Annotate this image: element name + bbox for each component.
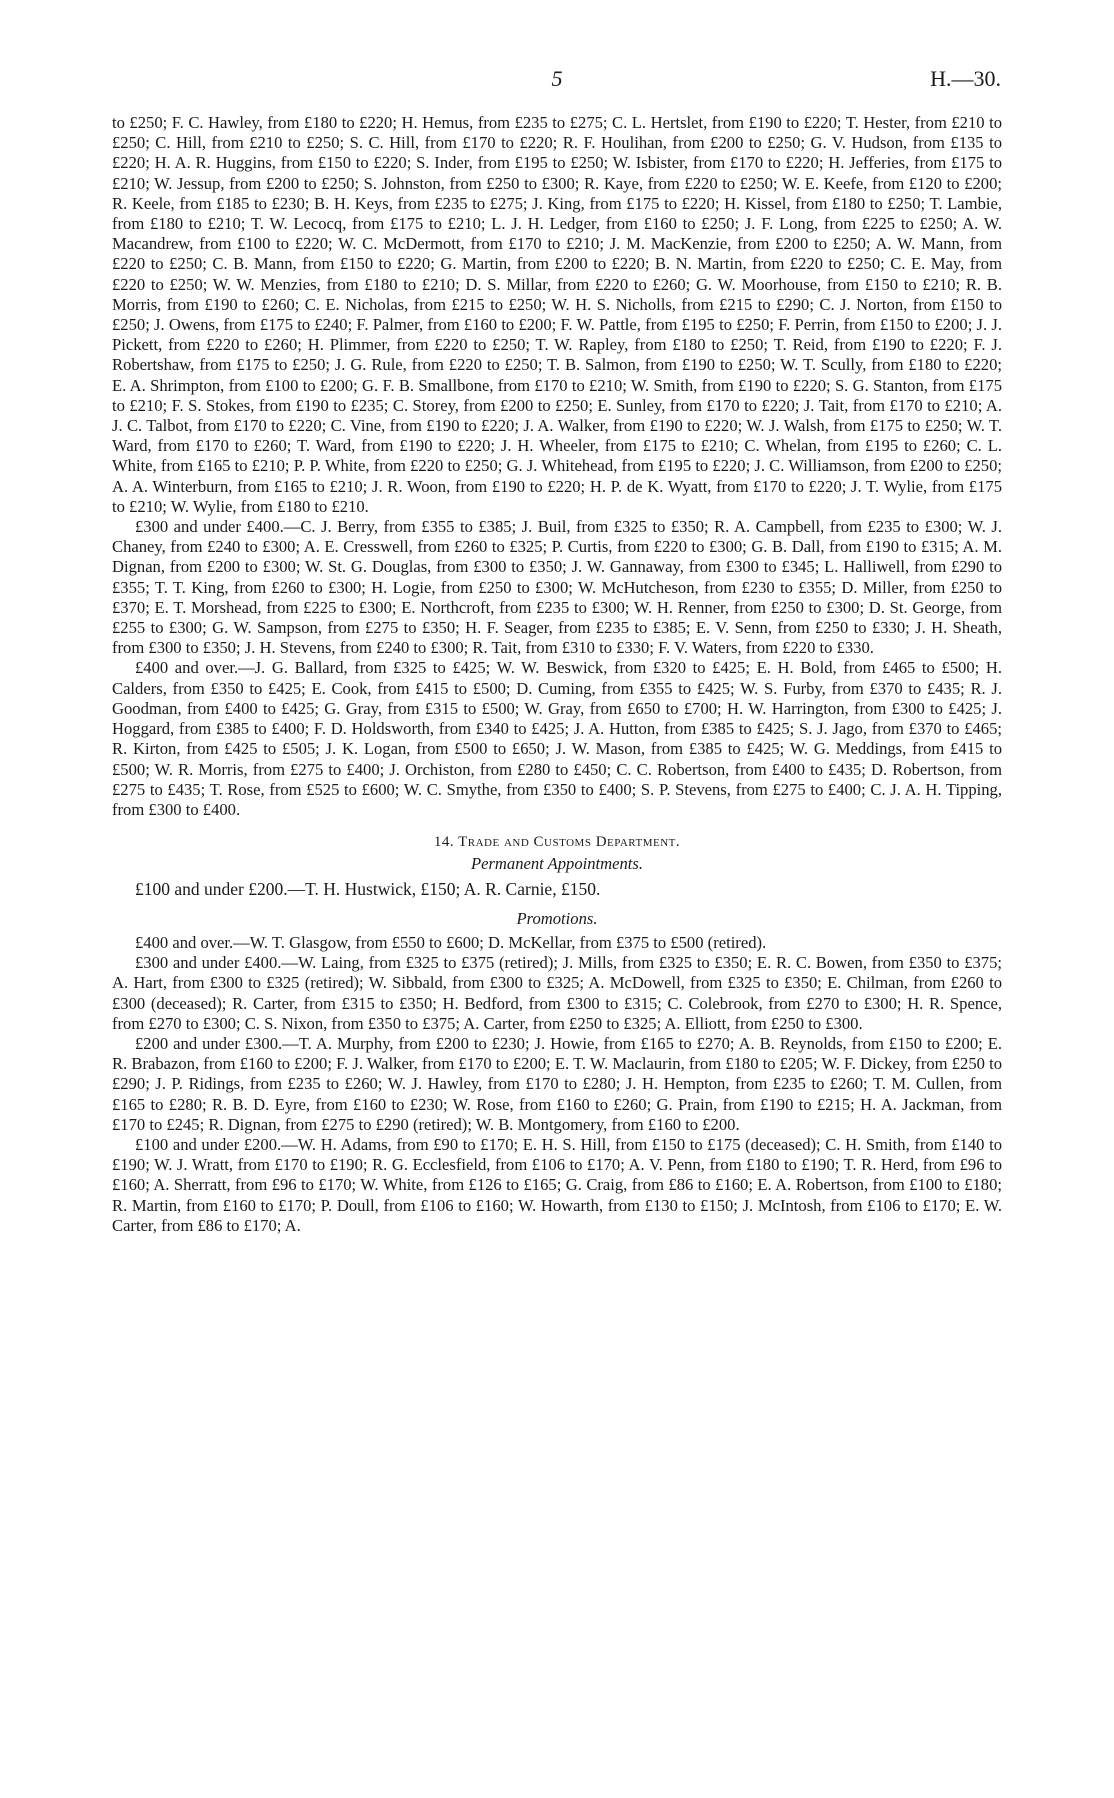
paragraph-300-under-400: £300 and under £400.—C. J. Berry, from £355 to £385; J. Buil, from £325 to £350; R. A. Campbell, from £235 to £300; W. J. Chaney, from £240 to £300; A. E. Cresswell, from £260 to £325; P. Curtis, from £220 to £300; G. B. Dall, from £190 to £315; A. M. Dignan, from £200 to £300; W. St. G. Douglas, from £300 to £350; J. W. Gannaway, from £300 to £345; L. Halliwell, from £290 to £355; T. T. King, from £260 to £300; H. Logie, from £250 to £300; W. McHutcheson, from £230 to £355; D. Miller, from £250 to £370; E. T. Morshead, from £225 to £300; E. Northcroft, from £235 to £300; W. H. Renner, from £250 to £300; D. St. George, from £255 to £300; G. W. Sampson, from £275 to £350; H. F. Seager, from £235 to £385; E. V. Senn, from £250 to £330; J. H. Sheath, from £300 to £350; J. H. Stevens, from £240 to £300; R. Tait, from £310 to £330; F. V. Waters, from £220 to £330.	[112, 517, 1002, 658]
paragraph-continued-list: to £250; F. C. Hawley, from £180 to £220; H. Hemus, from £235 to £275; C. L. Hertslet, from £190 to £220; T. Hester, from £210 to £250; C. Hill, from £210 to £250; S. C. Hill, from £170 to £220; R. F. Houlihan, from £200 to £250; G. V. Hudson, from £135 to £220; H. A. R. Huggins, from £150 to £220; S. Inder, from £195 to £250; W. Isbister, from £170 to £220; H. Jefferies, from £175 to £210; W. Jessup, from £200 to £250; S. Johnston, from £250 to £300; R. Kaye, from £220 to £250; W. E. Keefe, from £120 to £200; R. Keele, from £185 to £230; B. H. Keys, from £235 to £275; J. King, from £175 to £220; H. Kissel, from £180 to £250; T. Lambie, from £180 to £210; T. W. Lecocq, from £175 to £210; L. J. H. Ledger, from £160 to £250; J. F. Long, from £225 to £250; A. W. Macandrew, from £100 to £220; W. C. McDermott, from £170 to £210; J. M. MacKenzie, from £200 to £250; A. W. Mann, from £220 to £250; C. B. Mann, from £150 to £220; G. Martin, from £200 to £220; B. N. Martin, from £220 to £250; C. E. May, from £220 to £250; W. W. Menzies, from £180 to £210; D. S. Millar, from £220 to £260; G. W. Moorhouse, from £150 to £210; R. B. Morris, from £190 to £260; C. E. Nicholas, from £215 to £250; W. H. S. Nicholls, from £215 to £290; C. J. Norton, from £150 to £250; J. Owens, from £175 to £240; F. Palmer, from £160 to £200; F. W. Pattle, from £195 to £250; F. Perrin, from £150 to £200; J. J. Pickett, from £220 to £260; H. Plimmer, from £220 to £250; T. W. Rapley, from £180 to £250; T. Reid, from £190 to £220; F. J. Robertshaw, from £175 to £250; J. G. Rule, from £220 to £250; T. B. Salmon, from £190 to £250; W. T. Scully, from £180 to £220; E. A. Shrimpton, from £100 to £200; G. F. B. Smallbone, from £170 to £210; W. Smith, from £190 to £220; S. G. Stanton, from £175 to £210; F. S. Stokes, from £190 to £235; C. Storey, from £200 to £250; E. Sunley, from £170 to £220; J. Tait, from £170 to £210; A. J. C. Talbot, from £170 to £220; C. Vine, from £190 to £220; J. A. Walker, from £190 to £220; W. J. Walsh, from £175 to £250; W. T. Ward, from £170 to £260; T. Ward, from £190 to £220; J. H. Wheeler, from £175 to £210; C. Whelan, from £195 to £260; C. L. White, from £165 to £210; P. P. White, from £220 to £250; G. J. Whitehead, from £195 to £220; J. C. Williamson, from £200 to £250; A. A. Winterburn, from £165 to £210; J. R. Woon, from £190 to £220; H. P. de K. Wyatt, from £170 to £220; J. T. Wylie, from £175 to £210; W. Wylie, from £180 to £210.	[112, 113, 1002, 516]
promotions-200-under-300: £200 and under £300.—T. A. Murphy, from £200 to £230; J. Howie, from £165 to £270; A. B. Reynolds, from £150 to £200; E. R. Brabazon, from £160 to £200; F. J. Walker, from £170 to £200; E. T. W. Maclaurin, from £180 to £205; W. F. Dickey, from £250 to £290; J. P. Ridings, from £235 to £260; W. J. Hawley, from £170 to £280; J. H. Hempton, from £235 to £260; T. M. Cullen, from £165 to £280; R. B. D. Eyre, from £160 to £230; W. Rose, from £160 to £260; G. Prain, from £190 to £215; H. A. Jackman, from £170 to £245; R. Dignan, from £275 to £290 (retired); W. B. Montgomery, from £160 to £200.	[112, 1033, 1002, 1134]
section-heading: 14. Trade and Customs Department.	[433, 834, 681, 851]
document-reference: H.—30.	[930, 66, 1001, 91]
permanent-appointments-text: £100 and under £200.—T. H. Hustwick, £150; A. R. Carnie, £150.	[135, 878, 601, 899]
paragraph-400-and-over: £400 and over.—J. G. Ballard, from £325 to £425; W. W. Beswick, from £320 to £425; E. H. Bold, from £465 to £500; H. Calders, from £350 to £425; E. Cook, from £415 to £500; D. Cuming, from £355 to £425; W. S. Furby, from £370 to £435; R. J. Goodman, from £400 to £425; G. Gray, from £315 to £500; W. Gray, from £650 to £700; H. W. Harrington, from £300 to £425; J. Hoggard, from £385 to £400; F. D. Holdsworth, from £340 to £425; J. A. Hutton, from £385 to £425; S. J. Jago, from £370 to £465; R. Kirton, from £425 to £505; J. K. Logan, from £500 to £650; J. W. Mason, from £385 to £425; W. G. Meddings, from £415 to £500; W. R. Morris, from £275 to £400; J. Orchiston, from £280 to £450; C. C. Robertson, from £400 to £435; D. Robertson, from £275 to £435; T. Rose, from £525 to £600; W. C. Smythe, from £350 to £400; S. P. Stevens, from £275 to £400; C. J. A. H. Tipping, from £300 to £400.	[112, 658, 1002, 819]
promotions-heading: Promotions.	[516, 908, 598, 928]
promotions-400-and-over: £400 and over.—W. T. Glasgow, from £550 to £600; D. McKellar, from £375 to £500 (retired).	[135, 932, 767, 952]
page-number: 5	[551, 66, 563, 91]
permanent-appointments-heading: Permanent Appointments.	[470, 854, 644, 874]
promotions-100-under-200: £100 and under £200.—W. H. Adams, from £90 to £170; E. H. S. Hill, from £150 to £175 (deceased); C. H. Smith, from £140 to £190; W. J. Wratt, from £170 to £190; R. G. Ecclesfield, from £106 to £170; A. V. Penn, from £180 to £190; T. R. Herd, from £96 to £160; A. Sherratt, from £96 to £170; W. White, from £126 to £165; G. Craig, from £86 to £160; E. A. Robertson, from £100 to £180; R. Martin, from £160 to £170; P. Doull, from £106 to £160; W. Howarth, from £130 to £150; J. McIntosh, from £106 to £170; E. W. Carter, from £86 to £170; A.	[112, 1134, 1002, 1235]
page-body	[112, 113, 1002, 1236]
promotions-300-under-400: £300 and under £400.—W. Laing, from £325 to £375 (retired); J. Mills, from £325 to £350; E. R. C. Bowen, from £350 to £375; A. Hart, from £300 to £325 (retired); W. Sibbald, from £300 to £325; A. McDowell, from £325 to £350; E. Chilman, from £260 to £300 (deceased); R. Carter, from £315 to £350; H. Bedford, from £300 to £315; C. Colebrook, from £270 to £300; H. R. Spence, from £270 to £300; C. S. Nixon, from £350 to £375; A. Carter, from £250 to £325; A. Elliott, from £250 to £300.	[112, 953, 1002, 1033]
